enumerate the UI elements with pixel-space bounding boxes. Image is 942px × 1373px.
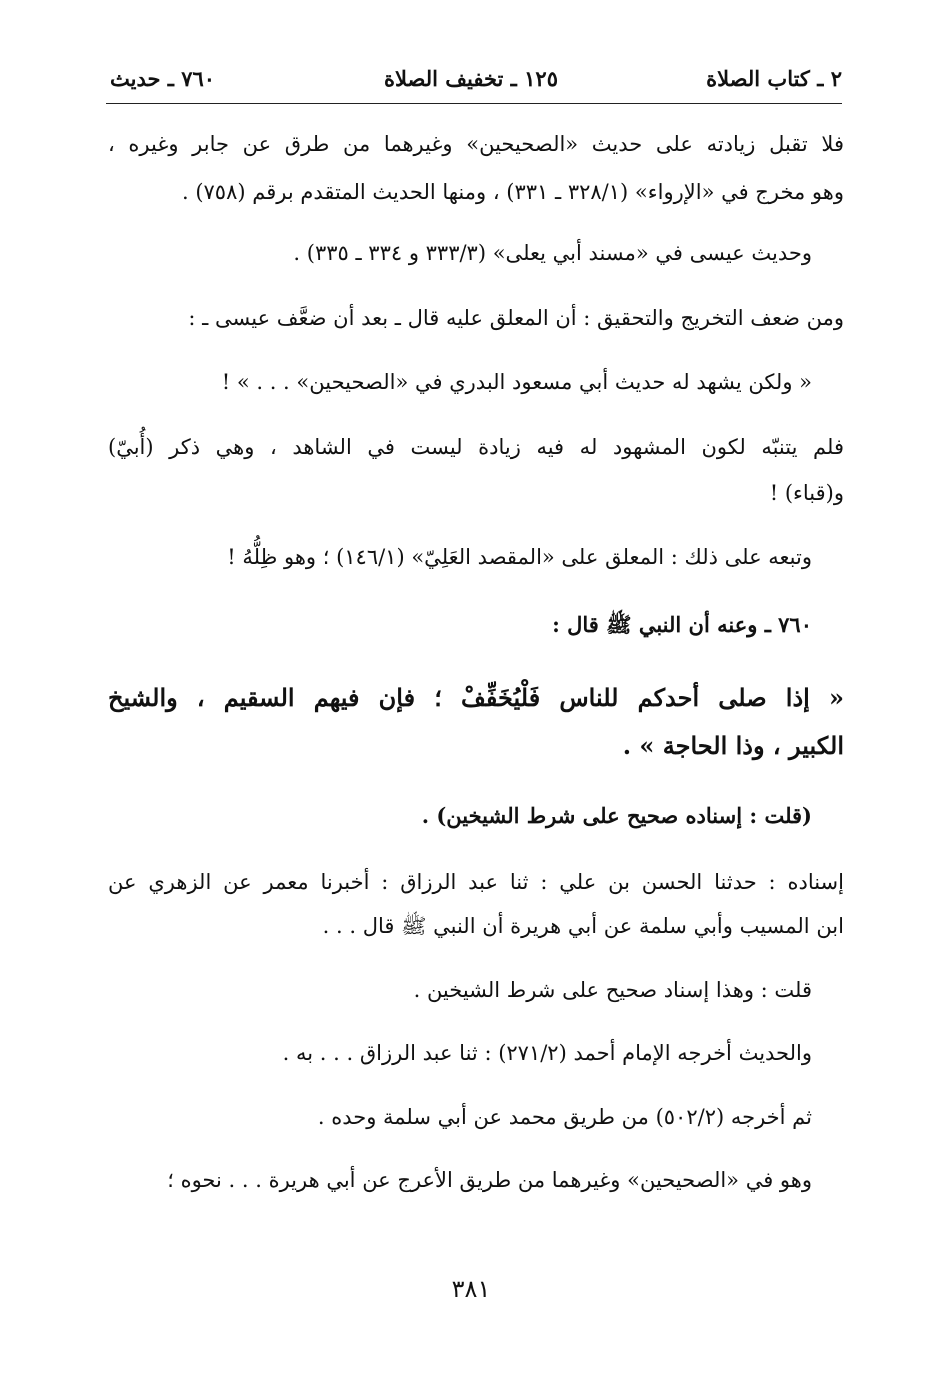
header-section: ١٢٥ ـ تخفيف الصلاة (383, 66, 558, 91)
text-line: فلم يتنبّه لكون المشهود له فيه زيادة ليست في الشاهد ، وهي ذكر (أُبيّ) (108, 435, 844, 459)
hadith-text: الكبير ، وذا الحاجة » . (622, 731, 844, 760)
text-line: فلا تقبل زيادته على حديث «الصحيحين» وغيرهما من طرق عن جابر وغيره ، (108, 132, 844, 156)
text-line: ومن ضعف التخريج والتحقيق : أن المعلق عليه قال ـ بعد أن ضعَّف عيسى ـ : (188, 306, 844, 330)
text-line: و(قباء) ! (769, 481, 844, 505)
text-line: ثم أخرجه (٥٠٢/٢) من طريق محمد عن أبي سلمة وحده . (317, 1105, 812, 1129)
grading-line: (قلت : إسناده صحيح على شرط الشيخين) . (421, 803, 812, 828)
header-hadith-number: ٧٦٠ ـ حديث (110, 66, 216, 91)
isnad-line: إسناده : حدثنا الحسن بن علي : ثنا عبد الرزاق : أخبرنا معمر عن الزهري عن (108, 870, 844, 894)
text-line: وهو مخرج في «الإرواء» (٣٢٨/١ ـ ٣٣١) ، ومنها الحديث المتقدم برقم (٧٥٨) . (181, 180, 844, 204)
quote-line: « ولكن يشهد له حديث أبي مسعود البدري في «الصحيحين» . . . » ! (221, 370, 812, 394)
text-line: وحديث عيسى في «مسند أبي يعلى» (٣٣٣/٣ و ٣٣٤ ـ ٣٣٥) . (293, 241, 812, 265)
text-line: وتبعه على ذلك : المعلق على «المقصد العَلِيّ» (١٤٦/١) ؛ وهو ظِلُّهُ ! (227, 545, 812, 569)
text-line: قلت : وهذا إسناد صحيح على شرط الشيخين . (413, 978, 812, 1002)
text-line: والحديث أخرجه الإمام أحمد (٢٧١/٢) : ثنا عبد الرزاق . . . به . (282, 1041, 812, 1065)
text-line: وهو في «الصحيحين» وغيرهما من طريق الأعرج عن أبي هريرة . . . نحوه ؛ (167, 1168, 812, 1192)
hadith-text: « إذا صلى أحدكم للناس فَلْيُخَفِّفْ ؛ فإن فيهم السقيم ، والشيخ (108, 683, 844, 712)
header-rule (106, 103, 842, 104)
page-number: ٣٨١ (451, 1275, 491, 1303)
hadith-heading: ٧٦٠ ـ وعنه أن النبي ﷺ قال : (552, 612, 812, 637)
header-chapter: ٢ ـ كتاب الصلاة (706, 66, 842, 91)
isnad-line: ابن المسيب وأبي سلمة عن أبي هريرة أن النبي ﷺ قال . . . (322, 914, 844, 938)
